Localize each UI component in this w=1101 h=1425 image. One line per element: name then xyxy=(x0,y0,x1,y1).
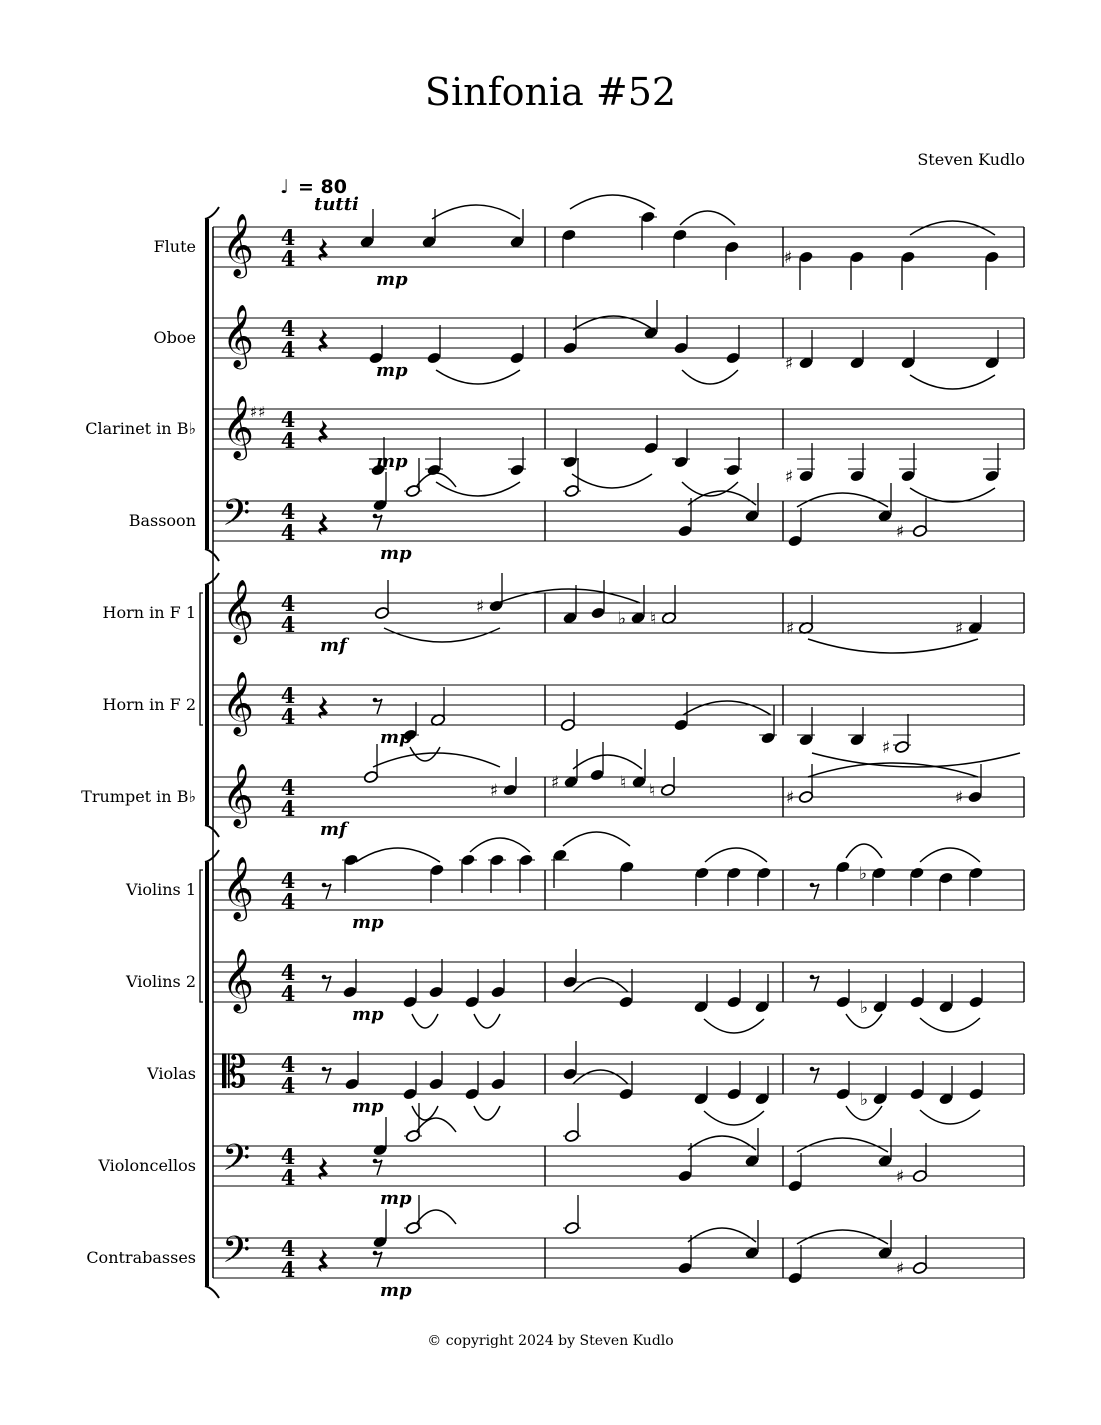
flat-icon: ♭ xyxy=(859,1090,869,1110)
slur xyxy=(573,755,642,769)
time-signature-top: 4 xyxy=(280,1052,296,1077)
treble-clef-icon: 𝄞 xyxy=(222,856,254,919)
sub-bracket xyxy=(200,870,203,1002)
dynamic-marking: mp xyxy=(376,451,408,472)
time-signature-bottom: 4 xyxy=(280,337,296,362)
time-signature-top: 4 xyxy=(280,1144,296,1169)
staff-horn-in-f-2 xyxy=(103,671,1025,767)
tempo-marking xyxy=(280,176,359,215)
instrument-label: Horn in F 2 xyxy=(102,695,196,714)
time-signature-bottom: 4 xyxy=(280,981,296,1006)
time-signature-top: 4 xyxy=(280,499,296,524)
slur xyxy=(704,1111,764,1125)
sharp-icon: ♯ xyxy=(895,1259,905,1279)
slur xyxy=(373,753,500,767)
time-signature-top: 4 xyxy=(280,591,296,616)
dynamic-marking: mp xyxy=(352,1004,384,1025)
instrument-label: Clarinet in B♭ xyxy=(85,419,196,438)
bracket-top-hook xyxy=(205,850,219,862)
slur xyxy=(910,375,995,389)
quarter-rest-icon xyxy=(318,696,328,719)
eighth-rest-tail xyxy=(324,976,331,991)
time-signature-bottom: 4 xyxy=(280,612,296,637)
sharp-icon: ♯ xyxy=(895,522,905,542)
slur xyxy=(474,1014,500,1028)
dynamic-marking: mp xyxy=(376,269,408,290)
bracket-top-hook xyxy=(205,207,219,219)
slur xyxy=(570,195,655,209)
quarter-rest-icon xyxy=(318,512,328,535)
slur xyxy=(797,1230,888,1244)
time-signature-bottom: 4 xyxy=(280,520,296,545)
instrument-label: Violins 2 xyxy=(125,972,196,991)
instrument-label: Violins 1 xyxy=(125,880,196,899)
time-signature-bottom: 4 xyxy=(280,1073,296,1098)
slur xyxy=(704,1019,764,1033)
eighth-rest-tail xyxy=(812,884,819,899)
slur xyxy=(416,1118,456,1132)
sharp-icon: ♯ xyxy=(954,788,964,808)
dynamic-marking: mf xyxy=(320,819,347,840)
slur xyxy=(797,493,888,507)
instrument-label: Violoncellos xyxy=(98,1156,196,1175)
slur xyxy=(910,221,995,235)
dynamic-marking: mp xyxy=(380,1280,412,1301)
instrument-label: Violas xyxy=(147,1064,196,1083)
bass-clef-icon: 𝄢 xyxy=(222,1137,251,1188)
dynamic-marking: mp xyxy=(380,727,412,748)
sharp-icon: ♯ xyxy=(783,248,793,268)
time-signature-bottom: 4 xyxy=(280,428,296,453)
flat-icon: ♭ xyxy=(859,998,869,1018)
bass-clef-icon: 𝄢 xyxy=(222,492,251,543)
bracket-bottom-hook xyxy=(205,549,219,561)
slur xyxy=(920,848,980,862)
sharp-icon: ♯ xyxy=(784,354,794,374)
slur xyxy=(683,701,771,715)
treble-clef-icon: 𝄞 xyxy=(222,304,254,367)
time-signature-bottom: 4 xyxy=(280,1257,296,1282)
staff-horn-in-f-1 xyxy=(103,573,1025,656)
copyright-notice: © copyright 2024 by Steven Kudlo xyxy=(427,1333,674,1349)
instrument-label: Horn in F 1 xyxy=(102,603,196,622)
slur xyxy=(416,1210,456,1224)
bracket-top-hook xyxy=(205,573,219,585)
tempo-note-icon: ♩ xyxy=(280,176,289,198)
slur xyxy=(808,639,978,653)
staff-violas xyxy=(146,1041,1024,1125)
slur xyxy=(416,473,456,487)
dynamic-marking: mp xyxy=(380,1188,412,1209)
sharp-icon: ♯ xyxy=(550,773,560,793)
slur xyxy=(573,978,628,992)
flat-icon: ♭ xyxy=(617,609,627,629)
dynamic-marking: mp xyxy=(352,1096,384,1117)
treble-clef-icon: 𝄞 xyxy=(222,671,254,734)
slur xyxy=(682,370,738,384)
composer-name: Steven Kudlo xyxy=(917,150,1025,169)
slur xyxy=(498,589,640,603)
time-signature-top: 4 xyxy=(280,868,296,893)
time-signature-top: 4 xyxy=(280,683,296,708)
slur xyxy=(682,482,738,496)
sharp-icon: ♯ xyxy=(785,619,795,639)
time-signature-bottom: 4 xyxy=(280,246,296,271)
sharp-icon: ♯ xyxy=(489,781,499,801)
bracket-bottom-hook xyxy=(205,825,219,837)
sub-bracket xyxy=(200,593,203,725)
natural-icon: ♮ xyxy=(649,609,657,629)
eighth-rest-tail xyxy=(812,976,819,991)
staff-clarinet-in-b xyxy=(85,395,1024,502)
bass-clef-icon: 𝄢 xyxy=(222,1229,251,1280)
time-signature-bottom: 4 xyxy=(280,1165,296,1190)
time-signature-bottom: 4 xyxy=(280,796,296,821)
sharp-icon: ♯ xyxy=(785,788,795,808)
treble-clef-icon: 𝄞 xyxy=(222,213,254,276)
quarter-rest-icon xyxy=(318,420,328,443)
dynamic-marking: mf xyxy=(320,635,347,656)
sharp-icon: ♯ xyxy=(954,619,964,639)
natural-icon: ♮ xyxy=(619,773,627,793)
expression-tutti: tutti xyxy=(314,194,359,215)
eighth-rest-tail xyxy=(375,1160,382,1175)
slur xyxy=(573,1070,628,1084)
slur xyxy=(910,488,995,502)
sharp-icon: ♯ xyxy=(475,597,485,617)
slur xyxy=(688,1136,756,1150)
treble-clef-icon: 𝄞 xyxy=(222,948,254,1011)
slur xyxy=(680,211,735,225)
time-signature-top: 4 xyxy=(280,775,296,800)
quarter-rest-icon xyxy=(318,238,328,261)
slur xyxy=(920,1018,980,1032)
instrument-label: Flute xyxy=(153,237,196,256)
score-title: Sinfonia #52 xyxy=(424,70,677,114)
tempo-value: = 80 xyxy=(298,176,347,198)
staff-violins-1 xyxy=(125,832,1024,933)
time-signature-top: 4 xyxy=(280,1236,296,1261)
eighth-rest-tail xyxy=(375,699,382,714)
slur xyxy=(436,482,520,496)
treble-clef-icon: 𝄞 xyxy=(222,763,254,826)
bracket-bottom-hook xyxy=(205,1286,219,1298)
slur xyxy=(812,753,1020,767)
staff-flute xyxy=(154,195,1024,290)
staff-contrabasses xyxy=(86,1195,1024,1301)
dynamic-marking: mp xyxy=(352,912,384,933)
flat-icon: ♭ xyxy=(858,864,868,884)
slur xyxy=(563,832,630,846)
time-signature-bottom: 4 xyxy=(280,889,296,914)
sharp-icon: ♯ xyxy=(881,738,891,758)
quarter-rest-icon xyxy=(318,1249,328,1272)
treble-clef-icon: 𝄞 xyxy=(222,395,254,458)
slur xyxy=(846,844,882,858)
instrument-label: Trumpet in B♭ xyxy=(81,787,196,806)
alto-clef-icon: 𝄡 xyxy=(222,1047,247,1098)
staff-bassoon xyxy=(129,458,1024,564)
time-signature-bottom: 4 xyxy=(280,704,296,729)
instrument-label: Bassoon xyxy=(128,511,196,530)
sharp-icon: ♯ xyxy=(784,467,794,487)
time-signature-top: 4 xyxy=(280,316,296,341)
slur xyxy=(432,205,520,219)
instrument-label: Oboe xyxy=(153,328,196,347)
slur xyxy=(797,1138,888,1152)
natural-icon: ♮ xyxy=(648,781,656,801)
slur xyxy=(436,370,520,384)
slur xyxy=(705,848,767,862)
time-signature-top: 4 xyxy=(280,407,296,432)
quarter-rest-icon xyxy=(318,1157,328,1180)
staff-oboe xyxy=(154,300,1024,389)
key-signature: ♯♯ xyxy=(250,403,267,421)
instrument-label: Contrabasses xyxy=(86,1248,196,1267)
slur xyxy=(412,1014,438,1028)
staff-violoncellos xyxy=(97,1103,1024,1209)
slur xyxy=(920,1110,980,1124)
time-signature-top: 4 xyxy=(280,225,296,250)
staff-violins-2 xyxy=(125,948,1024,1033)
slur xyxy=(356,848,440,862)
eighth-rest-tail xyxy=(324,884,331,899)
quarter-rest-icon xyxy=(318,329,328,352)
slur xyxy=(572,474,652,488)
eighth-rest-tail xyxy=(324,1068,331,1083)
eighth-rest-tail xyxy=(375,515,382,530)
time-signature-top: 4 xyxy=(280,960,296,985)
treble-clef-icon: 𝄞 xyxy=(222,579,254,642)
slur xyxy=(474,1106,500,1120)
slur xyxy=(470,838,530,852)
eighth-rest-tail xyxy=(812,1068,819,1083)
dynamic-marking: mp xyxy=(376,360,408,381)
sharp-icon: ♯ xyxy=(895,1167,905,1187)
eighth-rest-tail xyxy=(375,1252,382,1267)
slur xyxy=(384,628,500,642)
slur xyxy=(688,1228,756,1242)
dynamic-marking: mp xyxy=(380,543,412,564)
